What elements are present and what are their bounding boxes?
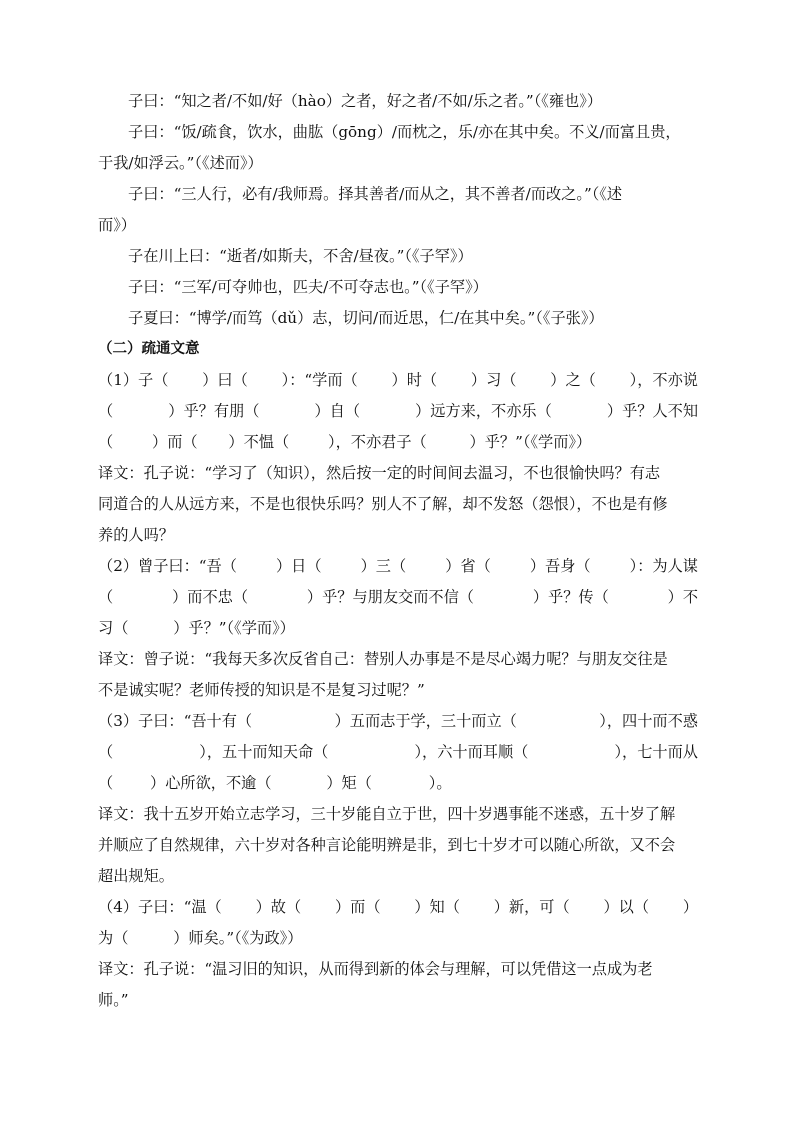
text-segment: ）五而志于学，三十而立（ bbox=[334, 712, 517, 730]
text-segment: （ bbox=[98, 743, 114, 761]
quote-zizhang: 子夏曰：“博学/而笃（dǔ）志，切问/而近思，仁/在其中矣。”（《子张》） bbox=[128, 309, 604, 327]
exercise-1-translation-3: 养的人吗？ bbox=[98, 526, 174, 544]
quote-shuer-1-cont: 于我/如浮云。”（《述而》） bbox=[98, 154, 263, 172]
text-segment: （ bbox=[98, 433, 114, 451]
text-segment: ）心所欲，不逾（ bbox=[150, 774, 272, 792]
exercise-2-line-1 bbox=[98, 551, 698, 582]
text-segment: ），五十而知天命（ bbox=[199, 743, 329, 761]
text-segment: ）吾身（ bbox=[529, 557, 591, 575]
exercise-1-line-3 bbox=[98, 427, 698, 458]
exercise-1-translation-1: 译文：孔子说：“学习了（知识），然后按一定的时间间去温习，不也很愉快吗？有志 bbox=[98, 464, 661, 482]
exercise-3-translation-3: 超出规矩。 bbox=[98, 867, 174, 885]
text-segment: （ bbox=[98, 402, 114, 420]
text-segment: ）乎？与朋友交而不信（ bbox=[306, 588, 474, 606]
text-segment: ），不亦君子（ bbox=[327, 433, 427, 451]
exercise-1-translation-2: 同道合的人从远方来，不是也很快乐吗？别人不了解，却不发怒（怨恨），不也是有修 bbox=[98, 495, 668, 513]
exercise-4-translation-2: 师。” bbox=[98, 991, 129, 1009]
text-segment: ）时（ bbox=[391, 371, 438, 389]
section-title: （二）疏通文意 bbox=[98, 341, 200, 357]
text-segment: ）故（ bbox=[255, 898, 302, 916]
exercise-2-translation-1: 译文：曾子说：“我每天多次反省自己：替别人办事是不是尽心竭力呢？与朋友交往是 bbox=[98, 650, 668, 668]
text-segment: ）习（ bbox=[470, 371, 517, 389]
quote-shuer-1: 子曰：“饭/疏食，饮水，曲肱（gōng）/而枕之，乐/亦在其中矣。不义/而富且贵， bbox=[128, 123, 681, 141]
exercise-3-line-3 bbox=[98, 768, 698, 799]
text-segment: ）而不忠（ bbox=[172, 588, 248, 606]
quote-shuer-2-cont: 而》） bbox=[98, 216, 136, 234]
text-segment: ）矩（ bbox=[326, 774, 372, 792]
text-segment: ）曰（ bbox=[202, 371, 248, 389]
text-segment: ）远方来，不亦乐（ bbox=[415, 402, 552, 420]
exercise-3-line-2 bbox=[98, 737, 698, 768]
text-segment: 习（ bbox=[98, 619, 129, 637]
text-segment: ）自（ bbox=[314, 402, 361, 420]
text-segment: ）乎？有朋（ bbox=[168, 402, 260, 420]
exercise-1-line-2 bbox=[98, 396, 698, 427]
text-segment: ）日（ bbox=[275, 557, 322, 575]
text-segment: ）以（ bbox=[603, 898, 649, 916]
exercise-2-translation-2: 不是诚实呢？老师传授的知识是不是复习过呢？” bbox=[98, 681, 425, 699]
text-segment: ）不愠（ bbox=[228, 433, 290, 451]
document-page bbox=[98, 86, 698, 1016]
text-segment: ），四十而不惑 bbox=[599, 712, 698, 730]
text-segment: ）而（ bbox=[152, 433, 198, 451]
quote-zihan-2: 子曰：“三军/可夺帅也，匹夫/不可夺志也。”（《子罕》） bbox=[128, 278, 488, 296]
exercise-4-line-1 bbox=[98, 892, 698, 923]
exercise-2-line-3 bbox=[98, 613, 698, 644]
quote-yongye: 子曰：“知之者/不如/好（hào）之者，好之者/不如/乐之者。”（《雍也》） bbox=[128, 92, 603, 110]
exercise-1-line-1 bbox=[98, 365, 698, 396]
exercise-3-translation-1: 译文：我十五岁开始立志学习，三十岁能自立于世，四十岁遇事能不迷惑，五十岁了解 bbox=[98, 805, 676, 823]
text-segment: ），七十而从 bbox=[614, 743, 698, 761]
text-segment: 为（ bbox=[98, 929, 129, 947]
exercise-4-line-2 bbox=[98, 923, 698, 954]
quote-shuer-2: 子曰：“三人行，必有/我师焉。择其善者/而从之，其不善者/而改之。”（《述 bbox=[128, 185, 623, 203]
text-segment: （ bbox=[98, 588, 114, 606]
text-segment: ）新，可（ bbox=[493, 898, 570, 916]
text-segment: （2）曾子曰：“吾（ bbox=[98, 557, 237, 575]
text-segment: ）而（ bbox=[334, 898, 381, 916]
quote-zihan-1: 子在川上曰：“逝者/如斯夫，不舍/昼夜。”（《子罕》） bbox=[128, 247, 473, 265]
text-segment: ）乎？传（ bbox=[532, 588, 609, 606]
text-segment: ）之（ bbox=[550, 371, 596, 389]
text-segment: ）不 bbox=[667, 588, 698, 606]
text-segment: ）师矣。”（《为政》） bbox=[173, 929, 303, 947]
exercise-3-line-1 bbox=[98, 706, 698, 737]
text-segment: ）乎？人不知 bbox=[606, 402, 698, 420]
text-segment: ） bbox=[682, 898, 698, 916]
text-segment: ），六十而耳顺（ bbox=[414, 743, 529, 761]
text-segment: （4）子曰：“温（ bbox=[98, 898, 222, 916]
text-segment: （1）子（ bbox=[98, 371, 169, 389]
text-segment: ）省（ bbox=[445, 557, 491, 575]
exercise-2-line-2 bbox=[98, 582, 698, 613]
text-segment: ）三（ bbox=[360, 557, 407, 575]
text-segment: ）。 bbox=[428, 774, 452, 792]
text-segment: ）知（ bbox=[414, 898, 460, 916]
text-segment: （3）子曰：“吾十有（ bbox=[98, 712, 253, 730]
text-segment: ）：“学而（ bbox=[281, 371, 358, 389]
exercise-3-translation-2: 并顺应了自然规律，六十岁对各种言论能明辨是非，到七十岁才可以随心所欲，又不会 bbox=[98, 836, 676, 854]
text-segment: ）：为人谋 bbox=[629, 557, 698, 575]
exercise-4-translation-1: 译文：孔子说：“温习旧的知识，从而得到新的体会与理解，可以凭借这一点成为老 bbox=[98, 960, 653, 978]
text-segment: ）乎？”（《学而》） bbox=[469, 433, 592, 451]
text-segment: （ bbox=[98, 774, 114, 792]
text-segment: ）乎？”（《学而》） bbox=[173, 619, 295, 637]
text-segment: ），不亦说 bbox=[629, 371, 698, 389]
